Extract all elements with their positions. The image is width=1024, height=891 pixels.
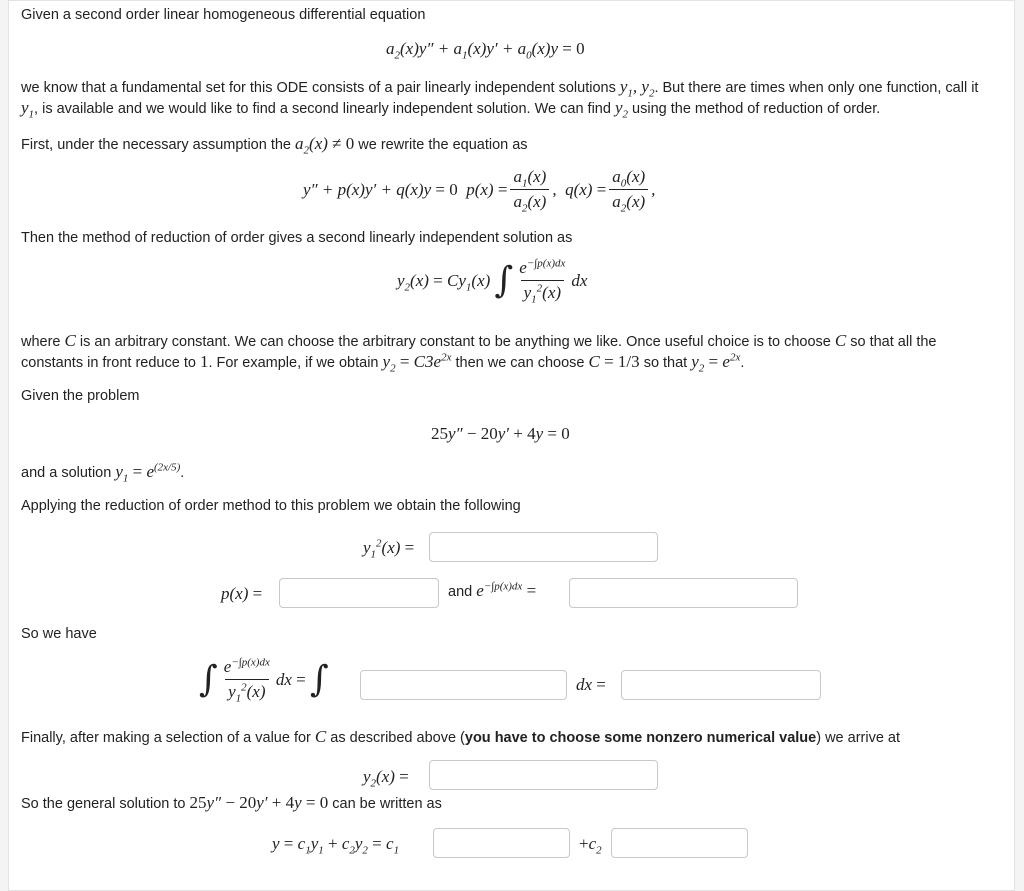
intro-title: Given a second order linear homogeneous differential equation xyxy=(21,7,426,23)
general-solution-line: So the general solution to 25y″ − 20y′ + 4y = 0 can be written as xyxy=(21,793,442,812)
given-solution-line: and a solution $y_1 = e^{(2x/5)}$. xyxy=(21,461,185,485)
problem-equation: 25y″ − 20y′ + 4y = 0 xyxy=(431,424,570,443)
para1-line2: $y_1$, is available and we would like to find a second linearly independent solution. We can find $y_2$ using the method of reduction of order. xyxy=(21,98,881,121)
given-problem-label: Given the problem xyxy=(21,388,140,404)
problem-page xyxy=(8,0,1015,891)
dx-equals-label: dx = xyxy=(576,675,606,694)
so-we-have-label: So we have xyxy=(21,626,97,642)
integrand-input[interactable] xyxy=(360,670,567,700)
reduction-formula: $y_2(x) = Cy_1(x)$ ∫ $\frac{e^{-\int p(x)dx}}{y_1^2(x)}$ dx xyxy=(397,257,588,306)
method-line: Then the method of reduction of order gives a second linearly independent solution as xyxy=(21,230,573,246)
where-line: where C is an arbitrary constant. We can choose the arbitrary constant to be anything we like. Once useful choice is to choose C so that all the xyxy=(21,331,937,350)
general-solution-formula: $y = c_1y_1 + c_2y_2 = c_1$ xyxy=(272,834,400,857)
p-of-x-input[interactable] xyxy=(279,578,439,608)
standard-form-equation: y″ + p(x)y′ + q(x)y = 0 p(x) = $\frac{a_1(x)}{a_2(x)}$ , q(x) = $\frac{a_0(x)}{a_2(x)}$ , xyxy=(303,167,656,215)
exp-neg-int-p-label: and $e^{-\int p(x)dx}$ = xyxy=(448,580,537,600)
applying-line: Applying the reduction of order method to this problem we obtain the following xyxy=(21,498,521,514)
c1-term-input[interactable] xyxy=(433,828,570,858)
integral-setup: ∫ $\frac{e^{-\int p(x)dx}}{y_1^2(x)}$ dx = ∫ xyxy=(199,656,329,705)
c2-term-input[interactable] xyxy=(611,828,748,858)
finally-line: Finally, after making a selection of a value for C as described above (you have to choose some nonzero numerical value) we arrive at xyxy=(21,727,901,746)
para1-line1: we know that a fundamental set for this ODE consists of a pair linearly independent solutions $y_1$, $y_2$. But there are times when only one function, call it xyxy=(21,77,979,100)
plus-c2-label: $+c_2$ xyxy=(579,834,602,857)
y2-label: $y_2(x)$ = xyxy=(363,767,409,790)
constants-line: constants in front reduce to 1. For example, if we obtain $y_2 = C3e^{2x}$ then we can choose C = 1/3 so that $y_2 = e^{2x}$. xyxy=(21,351,745,375)
exp-neg-int-p-input[interactable] xyxy=(569,578,798,608)
y2-input[interactable] xyxy=(429,760,658,790)
assumption-line: First, under the necessary assumption the $a_2(x) \ne 0$ we rewrite the equation as xyxy=(21,134,528,157)
integral-result-input[interactable] xyxy=(621,670,821,700)
general-ode-equation: $a_2(x)y'' + a_1(x)y' + a_0(x)y = 0$ xyxy=(386,39,585,62)
p-of-x-label: p(x) = xyxy=(221,584,263,603)
y1-squared-input[interactable] xyxy=(429,532,658,562)
y1-squared-label: $y_1^2(x)$ = xyxy=(363,537,415,561)
